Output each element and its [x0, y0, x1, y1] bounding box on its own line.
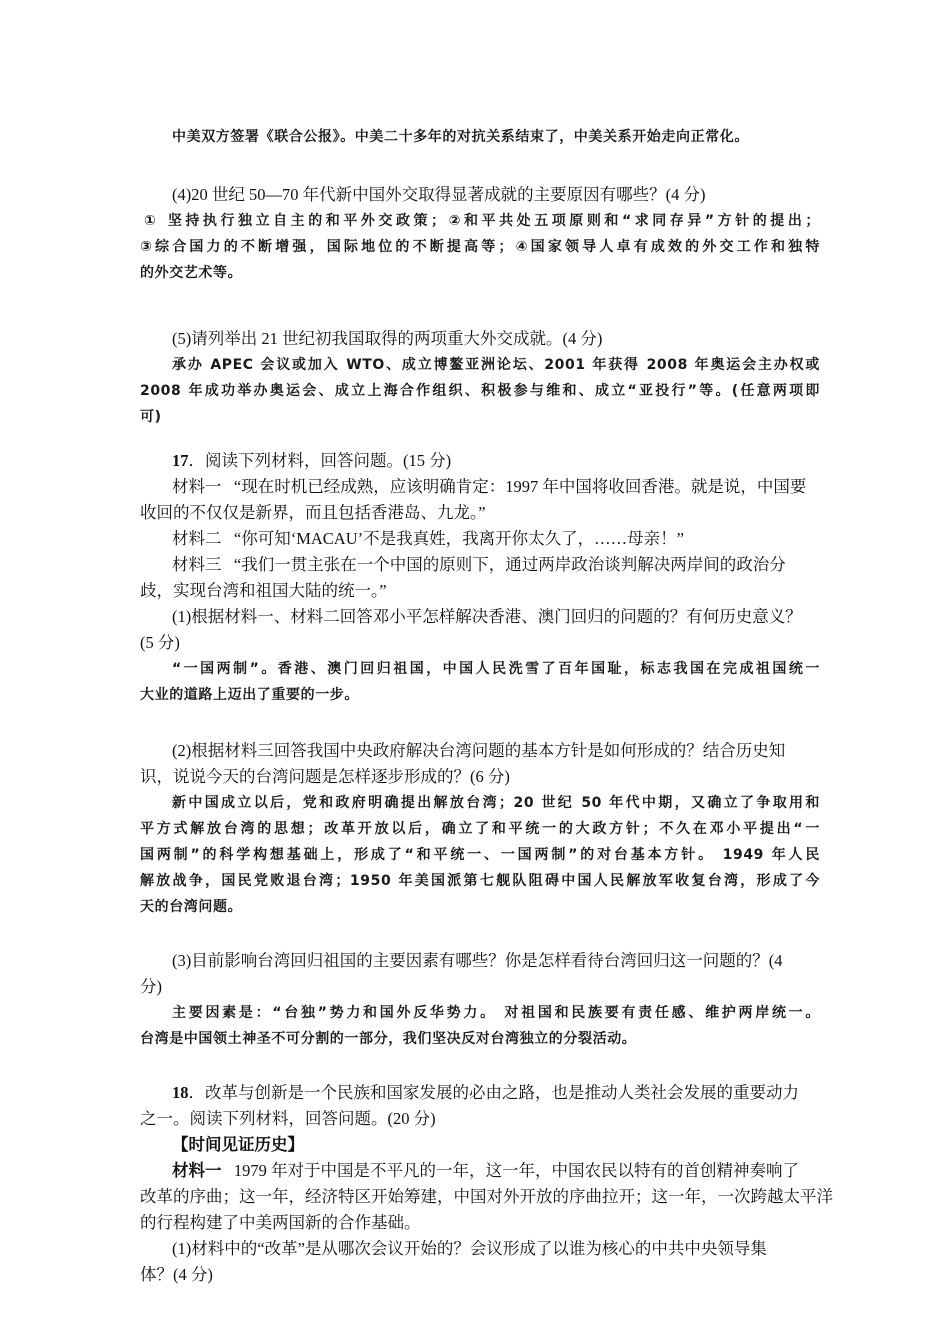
question-17-1-line2: (5 分) — [140, 633, 180, 652]
material-17-2-text: “你可知‘MACAU’不是我真姓，我离开你太久了，……母亲！” — [233, 529, 684, 548]
answer-17-3-line2: 台湾是中国领土神圣不可分割的一部分，我们坚决反对台湾独立的分裂活动。 — [140, 1031, 637, 1047]
question-17-3-line2: 分) — [140, 977, 162, 996]
material-17-1-line1 — [172, 476, 820, 498]
answer-17-2-line1: 新中国成立以后，党和政府明确提出解放台湾；20 世纪 50 年代中期，又确立了争取用和 — [172, 795, 820, 811]
material-17-3-line2: 歧，实现台湾和祖国大陆的统一。” — [140, 581, 387, 600]
material-17-1-label: 材料一 — [172, 477, 222, 496]
material-18-1-text1: 1979 年对于中国是不平凡的一年，这一年，中国农民以特有的首创精神奏响了 — [233, 1161, 799, 1180]
question-18-1-line2: 体？(4 分) — [140, 1265, 213, 1284]
material-17-1-text1: “现在时机已经成熟，应该明确肯定：1997 年中国将收回香港。就是说，中国要 — [233, 477, 807, 496]
material-18-1-label: 材料一 — [172, 1161, 222, 1180]
question-17-2-line2: 识，说说今天的台湾问题是怎样逐步形成的？(6 分) — [140, 767, 510, 786]
material-17-3-line1 — [172, 554, 820, 576]
question-18-number: 18 — [172, 1083, 189, 1102]
answer-17-2-line4: 解放战争，国民党败退台湾；1950 年美国派第七舰队阻碍中国人民解放军收复台湾，形成了今 — [140, 873, 820, 889]
question-16-4: (4)20 世纪 50—70 年代新中国外交取得显著成就的主要原因有哪些？(4 分) — [172, 185, 706, 204]
answer-17-3-line1: 主要因素是：“台独”势力和国外反华势力。 对祖国和民族要有责任感、维护两岸统一。 — [172, 1005, 820, 1021]
answer-q3: 中美双方签署《联合公报》。中美二十多年的对抗关系结束了，中美关系开始走向正常化。 — [172, 129, 749, 145]
question-18-intro-line1 — [172, 1082, 820, 1104]
question-17-intro-text: ．阅读下列材料，回答问题。(15 分) — [188, 451, 452, 470]
answer-17-2-line2: 平方式解放台湾的思想；改革开放以后，确立了和平统一的大政方针；不久在邓小平提出“一 — [140, 821, 820, 837]
question-17-3-line1: (3)目前影响台湾回归祖国的主要因素有哪些？你是怎样看待台湾回归这一问题的？(4 — [172, 951, 783, 970]
answer-16-4-line1: ① 坚持执行独立自主的和平外交政策；②和平共处五项原则和“求同存异”方针的提出； — [144, 213, 820, 229]
question-17-number: 17 — [172, 451, 189, 470]
material-17-1-line2: 收回的不仅仅是新界，而且包括香港岛、九龙。” — [140, 503, 486, 522]
question-18-intro-line2: 之一。阅读下列材料，回答问题。(20 分) — [140, 1109, 436, 1128]
material-18-1-line2: 改革的序曲；这一年，经济特区开始筹建，中国对外开放的序曲拉开；这一年，一次跨越太平洋 — [140, 1187, 833, 1206]
material-17-2-label: 材料二 — [172, 529, 222, 548]
answer-16-5-line2: 2008 年成功举办奥运会、成立上海合作组织、积极参与维和、成立“亚投行”等。(任意两项即 — [140, 383, 820, 399]
section-title: 【时间见证历史】 — [172, 1135, 304, 1154]
question-18-intro-text1: ．改革与创新是一个民族和国家发展的必由之路，也是推动人类社会发展的重要动力 — [188, 1083, 799, 1102]
answer-17-2-line3: 国两制”的科学构想基础上，形成了“和平统一、一国两制”的对台基本方针。 1949 年人民 — [140, 847, 820, 863]
answer-16-4-line2: ③综合国力的不断增强，国际地位的不断提高等；④国家领导人卓有成效的外交工作和独特 — [140, 239, 820, 255]
material-17-2 — [172, 528, 820, 550]
answer-17-1-line2: 大业的道路上迈出了重要的一步。 — [140, 687, 359, 703]
material-18-1-line3: 的行程构建了中美两国新的合作基础。 — [140, 1213, 421, 1232]
question-17-intro — [172, 450, 820, 472]
material-17-3-label: 材料三 — [172, 555, 222, 574]
question-17-1-line1: (1)根据材料一、材料二回答邓小平怎样解决香港、澳门回归的问题的？有何历史意义？ — [172, 607, 802, 626]
question-16-5: (5)请列举出 21 世纪初我国取得的两项重大外交成就。(4 分) — [172, 329, 603, 348]
answer-16-4-line3: 的外交艺术等。 — [140, 265, 243, 281]
answer-16-5-line3: 可) — [140, 409, 162, 425]
question-18-1-line1: (1)材料中的“改革”是从哪次会议开始的？会议形成了以谁为核心的中共中央领导集 — [172, 1239, 767, 1258]
material-18-1-line1 — [172, 1160, 820, 1182]
question-17-2-line1: (2)根据材料三回答我国中央政府解决台湾问题的基本方针是如何形成的？结合历史知 — [172, 741, 786, 760]
answer-17-2-line5: 天的台湾问题。 — [140, 899, 243, 915]
material-17-3-text1: “我们一贯主张在一个中国的原则下，通过两岸政治谈判解决两岸间的政治分 — [233, 555, 786, 574]
answer-17-1-line1: “一国两制”。香港、澳门回归祖国，中国人民洗雪了百年国耻，标志我国在完成祖国统一 — [172, 661, 820, 677]
answer-16-5-line1: 承办 APEC 会议或加入 WTO、成立博鳌亚洲论坛、2001 年获得 2008 年奥运会主办权或 — [172, 357, 820, 373]
